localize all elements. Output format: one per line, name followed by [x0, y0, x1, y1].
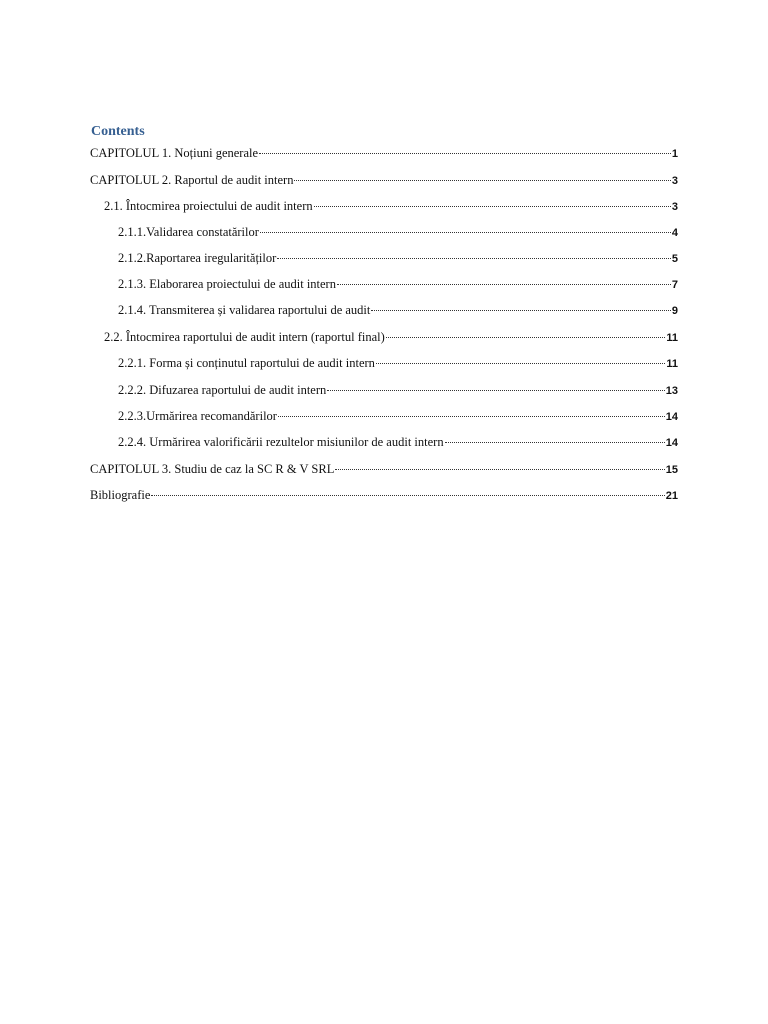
toc-entry-2-2-3[interactable]	[118, 408, 678, 424]
toc-entry-label: 2.2. Întocmirea raportului de audit intern (raportul final)	[104, 330, 385, 344]
toc-entry-page-number: 14	[665, 437, 678, 449]
toc-heading: Contents	[91, 124, 145, 139]
toc-entry-label: 2.2.2. Difuzarea raportului de audit intern	[118, 383, 327, 397]
toc-entry-2-2[interactable]	[104, 329, 678, 345]
toc-entry-2-2-2[interactable]	[118, 382, 678, 398]
toc-entry-2-2-1[interactable]	[118, 355, 678, 371]
toc-entry-page-number: 11	[666, 332, 678, 344]
toc-entry-page-number: 3	[671, 201, 678, 213]
dot-leader	[337, 284, 671, 285]
toc-entry-label: 2.1.3. Elaborarea proiectului de audit intern	[118, 277, 336, 291]
toc-entry-capitolul-2[interactable]	[90, 172, 678, 188]
toc-entry-page-number: 11	[666, 358, 678, 370]
toc-entry-2-1-1[interactable]	[118, 224, 678, 240]
dot-leader	[371, 310, 671, 311]
toc-entry-page-number: 4	[671, 227, 678, 239]
dot-leader	[335, 469, 664, 470]
toc-entry-2-1-4[interactable]	[118, 302, 678, 318]
dot-leader	[314, 206, 671, 207]
toc-entry-page-number: 21	[665, 490, 678, 502]
toc-entry-label: 2.1. Întocmirea proiectului de audit intern	[104, 199, 313, 213]
dot-leader	[386, 337, 666, 338]
toc-entry-label: Bibliografie	[90, 488, 151, 502]
dot-leader	[278, 416, 665, 417]
toc-entry-page-number: 13	[665, 385, 678, 397]
toc-entry-page-number: 3	[671, 175, 678, 187]
toc-entry-capitolul-1[interactable]	[90, 145, 678, 161]
toc-entry-2-1[interactable]	[104, 198, 678, 214]
dot-leader	[376, 363, 665, 364]
toc-entry-bibliografie[interactable]	[90, 487, 678, 503]
toc-entry-label: 2.2.1. Forma și conținutul raportului de audit intern	[118, 356, 375, 370]
dot-leader	[445, 442, 665, 443]
toc-entry-capitolul-3[interactable]	[90, 461, 678, 477]
toc-entry-page-number: 7	[671, 279, 678, 291]
toc-entry-page-number: 15	[665, 464, 678, 476]
toc-entry-label: 2.1.4. Transmiterea și validarea raportului de audit	[118, 303, 371, 317]
dot-leader	[327, 390, 664, 391]
toc-entry-2-1-2[interactable]	[118, 250, 678, 266]
dot-leader	[259, 153, 671, 154]
toc-entry-page-number: 1	[671, 148, 678, 160]
dot-leader	[260, 232, 671, 233]
toc-entry-label: CAPITOLUL 1. Noțiuni generale	[90, 146, 259, 160]
toc-entry-2-1-3[interactable]	[118, 276, 678, 292]
dot-leader	[294, 180, 670, 181]
toc-entry-label: 2.1.1.Validarea constatărilor	[118, 225, 259, 239]
toc-entry-label: CAPITOLUL 2. Raportul de audit intern	[90, 173, 294, 187]
toc-entry-page-number: 9	[671, 305, 678, 317]
toc-entry-2-2-4[interactable]	[118, 434, 678, 450]
toc-entry-label: 2.1.2.Raportarea iregularităților	[118, 251, 277, 265]
toc-entry-page-number: 5	[671, 253, 678, 265]
toc-entry-label: 2.2.3.Urmărirea recomandărilor	[118, 409, 277, 423]
dot-leader	[151, 495, 664, 496]
toc-entry-label: 2.2.4. Urmărirea valorificării rezultelor misiunilor de audit intern	[118, 435, 444, 449]
toc-entry-label: CAPITOLUL 3. Studiu de caz la SC R & V SRL	[90, 462, 335, 476]
toc-entry-page-number: 14	[665, 411, 678, 423]
dot-leader	[277, 258, 671, 259]
